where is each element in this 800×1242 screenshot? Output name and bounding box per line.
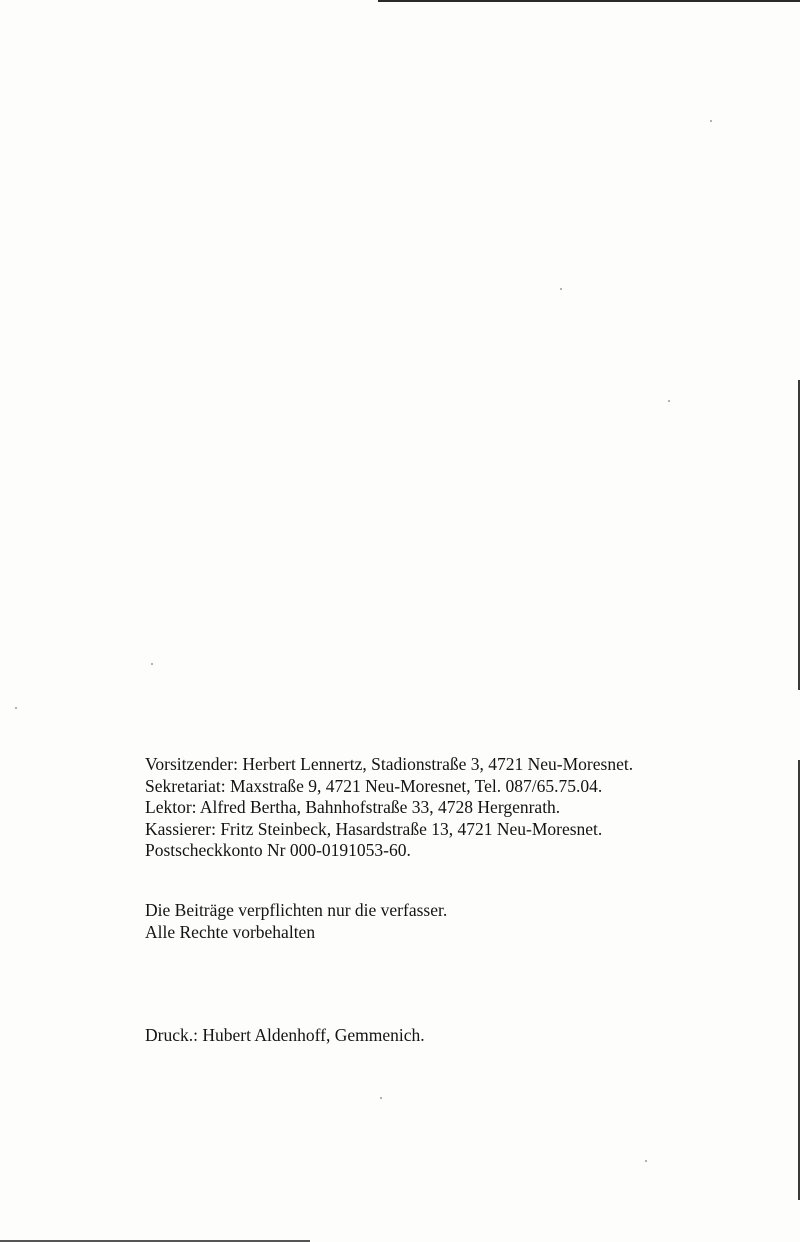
imprint-block bbox=[145, 754, 633, 862]
disclaimer-block bbox=[145, 900, 447, 943]
responsibility-line: Die Beiträge verpflichten nur die verfasser. bbox=[145, 900, 448, 920]
scan-speck bbox=[710, 120, 712, 122]
scan-speck bbox=[15, 707, 17, 709]
scan-speck bbox=[668, 400, 670, 402]
scan-speck bbox=[380, 1097, 382, 1099]
scan-speck bbox=[560, 288, 562, 290]
page-edge-top bbox=[378, 0, 800, 2]
editor-line: Lektor: Alfred Bertha, Bahnhofstraße 33, 4728 Hergenrath. bbox=[145, 797, 561, 817]
scan-speck bbox=[151, 663, 153, 665]
printer-line: Druck.: Hubert Aldenhoff, Gemmenich. bbox=[145, 1025, 425, 1045]
secretariat-line: Sekretariat: Maxstraße 9, 4721 Neu-Moresnet, Tel. 087/65.75.04. bbox=[145, 775, 603, 796]
chairman-line: Vorsitzender: Herbert Lennertz, Stadionstraße 3, 4721 Neu-Moresnet. bbox=[145, 754, 634, 774]
postal-account-line: Postscheckkonto Nr 000-0191053-60. bbox=[145, 840, 411, 860]
printer-block bbox=[145, 1025, 425, 1047]
rights-line: Alle Rechte vorbehalten bbox=[145, 921, 316, 942]
treasurer-line: Kassierer: Fritz Steinbeck, Hasardstraße 13, 4721 Neu-Moresnet. bbox=[145, 818, 603, 839]
scan-speck bbox=[645, 1160, 647, 1162]
